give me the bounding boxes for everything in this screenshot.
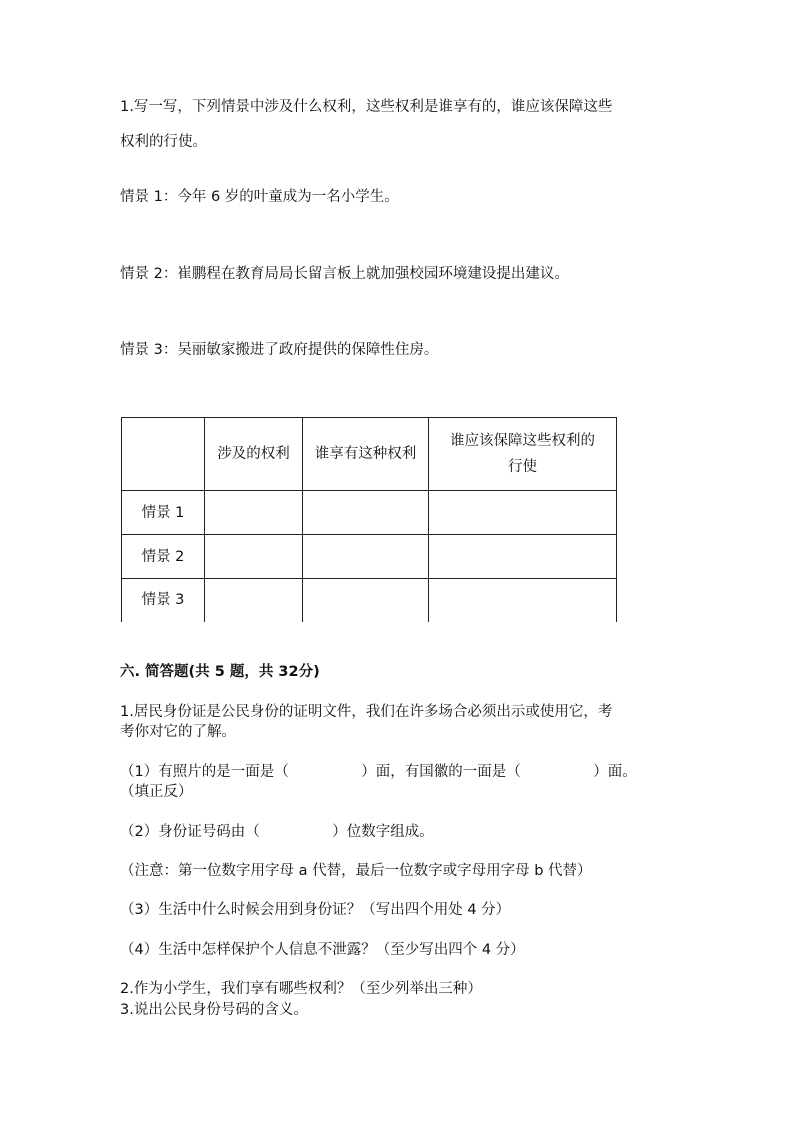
table-cell-answer[interactable] bbox=[205, 579, 303, 622]
question-1-text-line-2: 权利的行使。 bbox=[120, 134, 207, 150]
table-row bbox=[122, 579, 617, 622]
section-6-q1-part-1-line-1: （1）有照片的是一面是（ ）面，有国徽的一面是（ ）面。 bbox=[120, 764, 637, 780]
table-header-empty bbox=[122, 418, 205, 491]
table-header-holder: 谁享有这种权利 bbox=[303, 418, 429, 491]
scene-1-text: 情景 1：今年 6 岁的叶童成为一名小学生。 bbox=[120, 189, 399, 205]
section-6-title: 六. 简答题(共 5 题，共 32分) bbox=[120, 664, 320, 680]
section-6-q1-line-1: 1.居民身份证是公民身份的证明文件，我们在许多场合必须出示或使用它，考 bbox=[120, 704, 613, 720]
section-6-q1-part-4: （4）生活中怎样保护个人信息不泄露？（至少写出四个 4 分） bbox=[120, 942, 525, 958]
section-6-q1-part-1-line-2: （填正反） bbox=[120, 784, 193, 800]
section-6-q3: 3.说出公民身份号码的含义。 bbox=[120, 1002, 308, 1018]
table-row bbox=[122, 491, 617, 535]
section-6-q2: 2.作为小学生，我们享有哪些权利？（至少列举出三种） bbox=[120, 981, 482, 997]
table-header-rights: 涉及的权利 bbox=[205, 418, 303, 491]
table-header-guarantor-line-1: 谁应该保障这些权利的 bbox=[450, 433, 595, 449]
section-6-q1-part-2: （2）身份证号码由（ ）位数字组成。 bbox=[120, 824, 434, 840]
question-1-text-line-1: 1.写一写，下列情景中涉及什么权利，这些权利是谁享有的，谁应该保障这些 bbox=[120, 99, 613, 115]
section-6-q1-part-3: （3）生活中什么时候会用到身份证？（写出四个用处 4 分） bbox=[120, 902, 511, 918]
section-6-q1-line-2: 考你对它的了解。 bbox=[120, 724, 236, 740]
table-header-guarantor-line-2: 行使 bbox=[508, 459, 537, 475]
table-row-label: 情景 3 bbox=[122, 579, 205, 622]
table-cell-answer[interactable] bbox=[303, 579, 429, 622]
section-6-q1-note: （注意：第一位数字用字母 a 代替，最后一位数字或字母用字母 b 代替） bbox=[120, 863, 592, 879]
table-cell-answer[interactable] bbox=[429, 579, 617, 622]
table-header-guarantor bbox=[429, 418, 617, 491]
table-cell-answer[interactable] bbox=[429, 535, 617, 579]
scene-2-text: 情景 2：崔鹏程在教育局局长留言板上就加强校园环境建设提出建议。 bbox=[120, 266, 569, 282]
table-cell-answer[interactable] bbox=[429, 491, 617, 535]
table-cell-answer[interactable] bbox=[205, 535, 303, 579]
table-cell-answer[interactable] bbox=[303, 491, 429, 535]
table-row bbox=[122, 535, 617, 579]
table-cell-answer[interactable] bbox=[205, 491, 303, 535]
table-header-row bbox=[122, 418, 617, 491]
table-row-label: 情景 2 bbox=[122, 535, 205, 579]
rights-table bbox=[121, 417, 617, 622]
table-row-label: 情景 1 bbox=[122, 491, 205, 535]
scene-3-text: 情景 3：吴丽敏家搬进了政府提供的保障性住房。 bbox=[120, 342, 439, 358]
table-cell-answer[interactable] bbox=[303, 535, 429, 579]
